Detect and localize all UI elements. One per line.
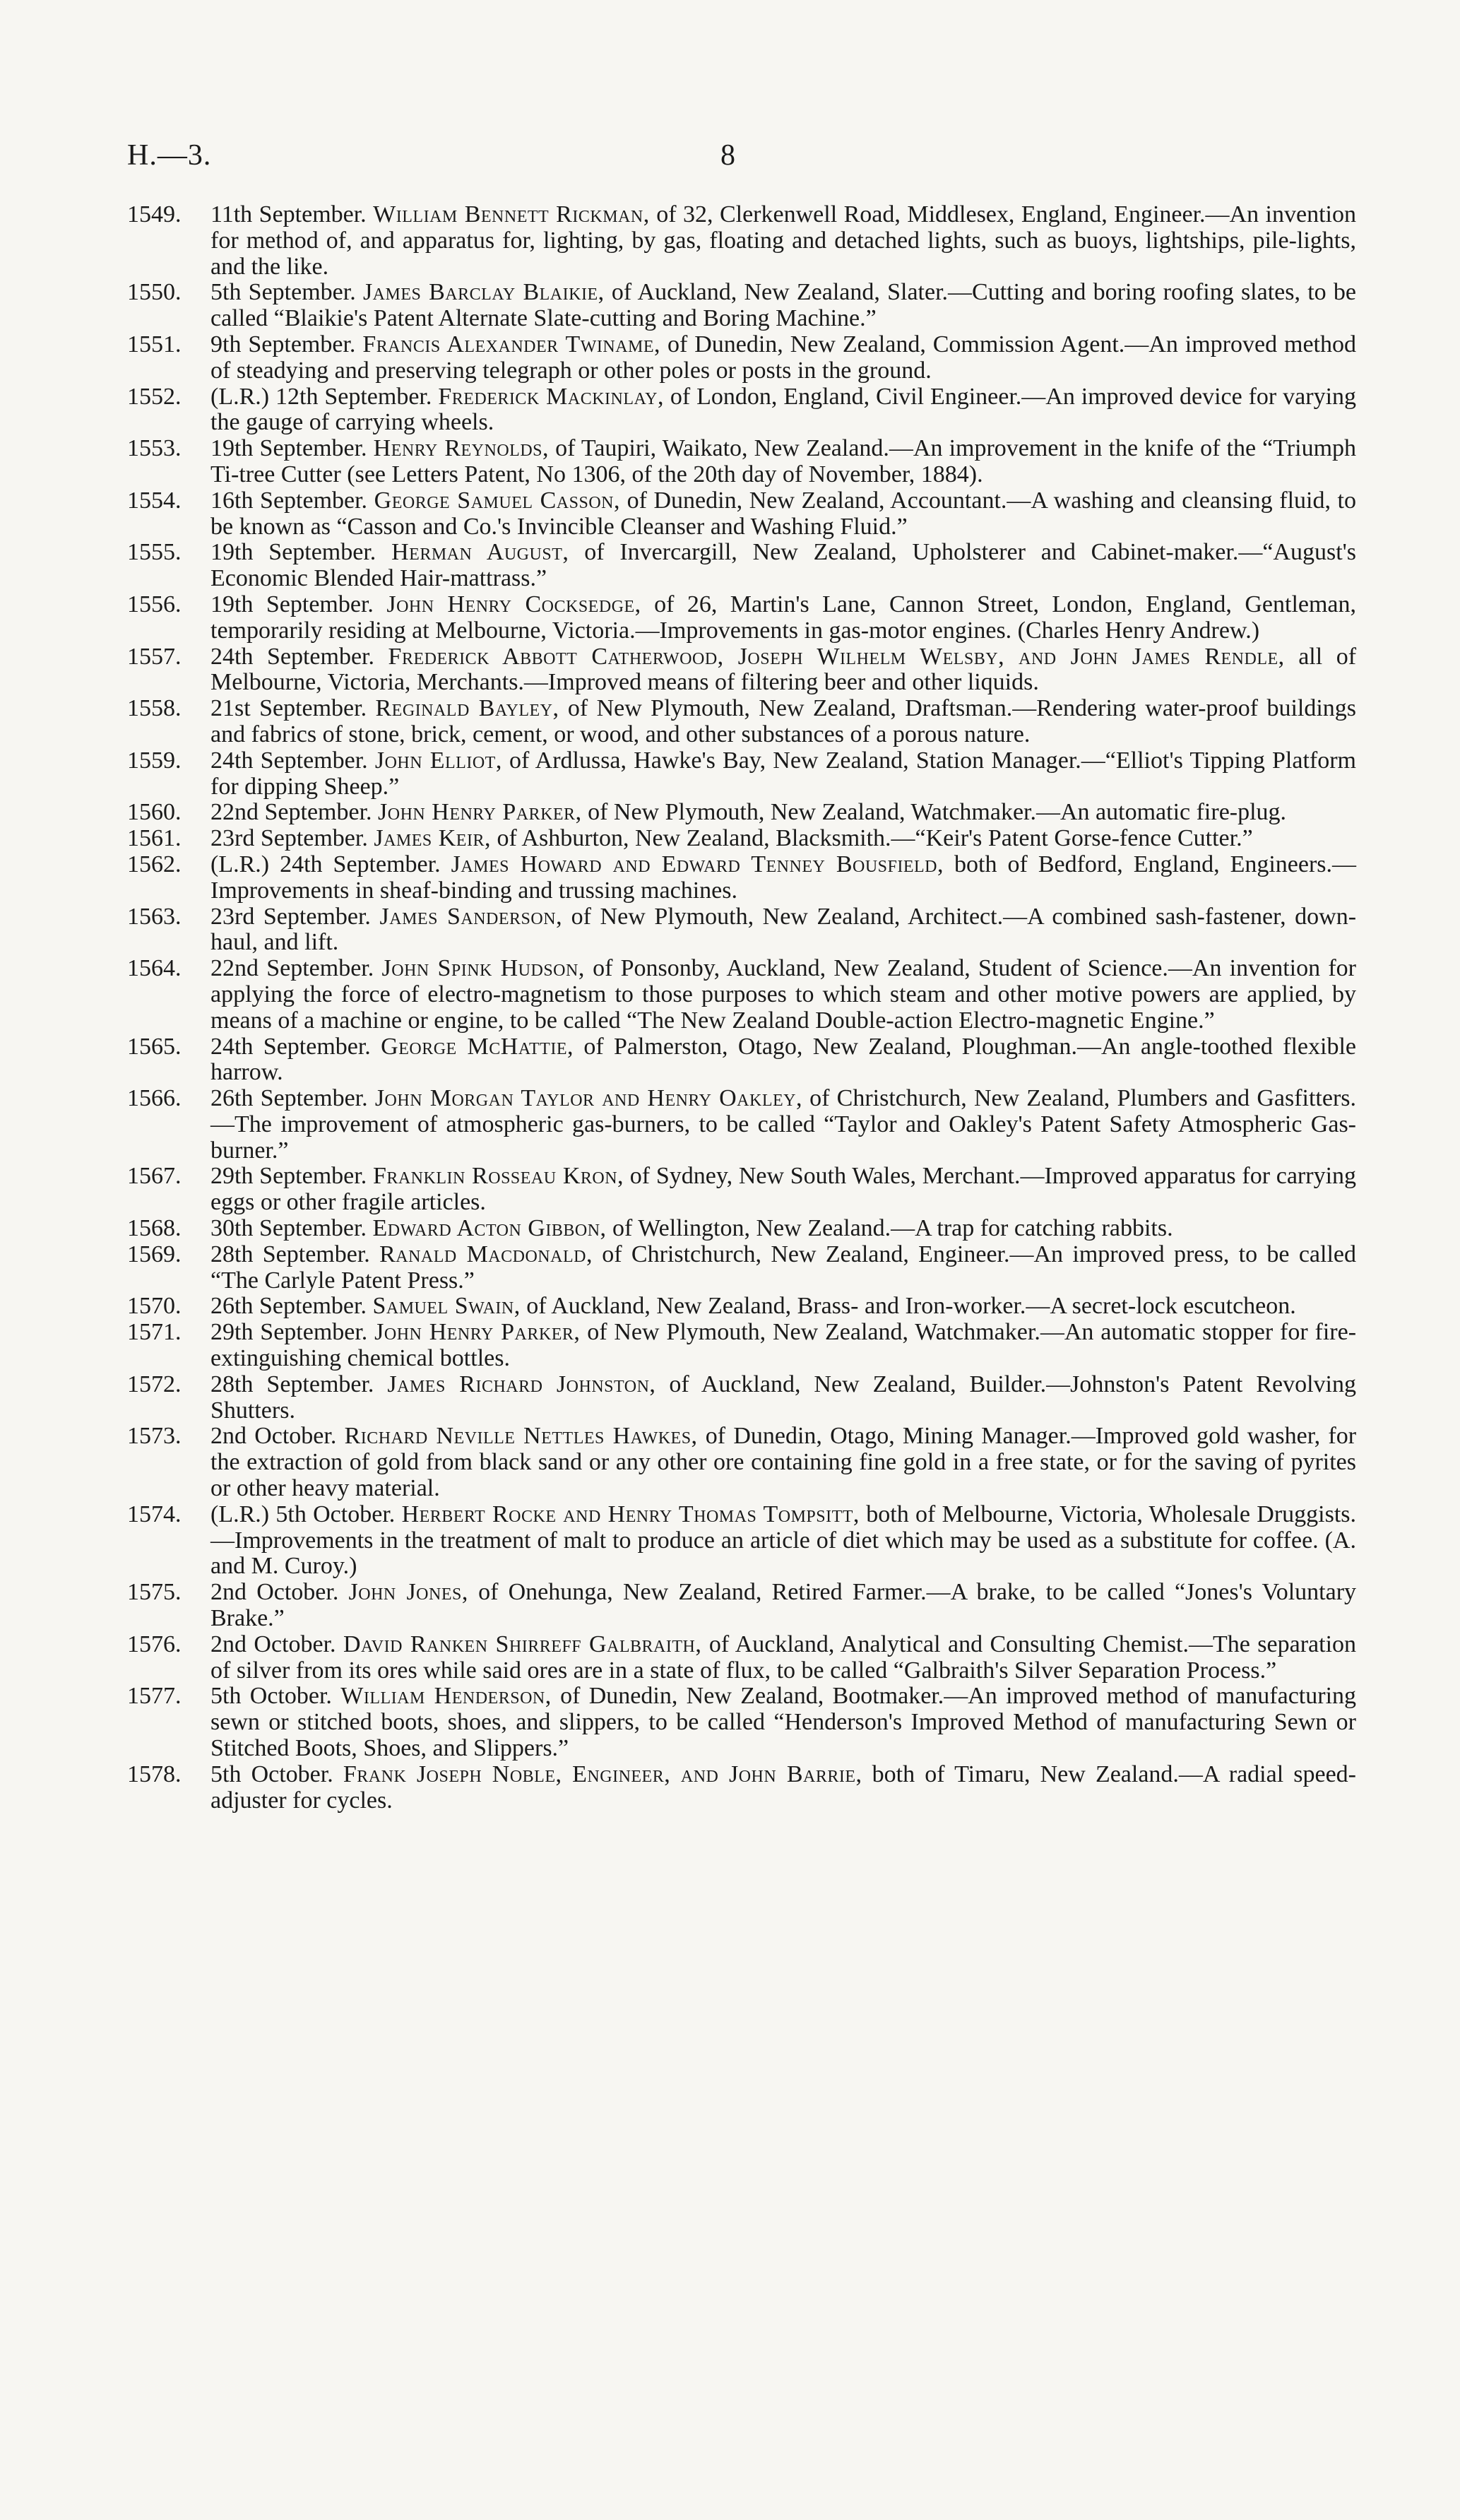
entry-text <box>210 332 1356 384</box>
entry-date: 5th September. <box>210 279 356 306</box>
entry-date: 24th September. <box>210 747 368 774</box>
entry-details: of Palmerston, Otago, New Zealand, Ploughman.—An angle-toothed flexible harrow. <box>210 1033 1357 1086</box>
entry-number: 1578. <box>127 1761 182 1787</box>
entry-text <box>210 1372 1356 1424</box>
entry-number: 1563. <box>127 903 182 930</box>
entry-number: 1577. <box>127 1683 182 1710</box>
entry-text <box>210 1580 1356 1632</box>
patent-entry <box>127 904 1356 957</box>
entry-number: 1549. <box>127 201 182 227</box>
entry-details: of Christchurch, New Zealand, Engineer.—An improved press, to be called “The Carlyle Patent Press.” <box>210 1241 1356 1294</box>
entry-details: of Taupiri, Waikato, New Zealand.—An improvement in the knife of the “Triumph Ti-tree Cutter (see Letters Patent, No 1306, of the 20th day of November, 1884). <box>210 435 1357 487</box>
entry-applicants: Frederick Abbott Catherwood, Joseph Wilhelm Welsby, and John James Rendle, <box>388 643 1285 670</box>
patent-entry <box>127 592 1356 644</box>
patent-entry <box>127 1372 1356 1424</box>
entry-text <box>210 1216 1356 1242</box>
entry-text <box>210 540 1356 592</box>
entry-text <box>210 1684 1356 1761</box>
entry-date: 22nd September. <box>210 955 374 982</box>
patent-entry <box>127 696 1356 748</box>
page-number: 8 <box>720 139 735 172</box>
entry-number: 1552. <box>127 383 182 410</box>
entry-applicants: William Henderson, <box>340 1683 552 1710</box>
entry-date: 2nd October. <box>210 1579 339 1606</box>
entry-details: of New Plymouth, New Zealand, Watchmaker.—An automatic stopper for fire-extinguishing chemical bottles. <box>210 1319 1357 1372</box>
entry-number: 1558. <box>127 695 182 722</box>
entry-text <box>210 384 1356 437</box>
entry-text <box>210 1086 1356 1164</box>
entry-text <box>210 436 1356 488</box>
entry-applicants: Reginald Bayley, <box>375 695 559 722</box>
entry-details: of Auckland, New Zealand, Brass- and Iron-worker.—A secret-lock escutcheon. <box>526 1293 1296 1320</box>
entry-details: of Invercargill, New Zealand, Upholsterer and Cabinet-maker.—“August's Economic Blended Hair-mattrass.” <box>210 539 1357 592</box>
entry-text <box>210 956 1356 1034</box>
patent-entry <box>127 748 1356 800</box>
entry-applicants: Richard Neville Nettles Hawkes, <box>344 1423 698 1450</box>
entry-date: 28th September. <box>210 1371 374 1397</box>
entry-applicants: John Henry Cocksedge, <box>386 591 641 617</box>
entry-applicants: Samuel Swain, <box>372 1293 521 1320</box>
entry-applicants: Herbert Rocke and Henry Thomas Tompsitt, <box>401 1501 860 1527</box>
entry-text <box>210 852 1356 904</box>
entry-number: 1570. <box>127 1293 182 1320</box>
entry-details: of New Plymouth, New Zealand, Architect.—A combined sash-fastener, down-haul, and lift. <box>210 903 1357 956</box>
entry-details: of Dunedin, New Zealand, Commission Agent.—An improved method of steadying and preserving telegraph or other poles or posts in the ground. <box>210 331 1356 384</box>
entry-date: 2nd October. <box>210 1423 337 1450</box>
entry-details: of 32, Clerkenwell Road, Middlesex, England, Engineer.—An invention for method of, and apparatus for, lighting, by gas, floating and detached lights, such as buoys, lightships, pile-lights, and the like. <box>210 201 1356 280</box>
patent-entry <box>127 280 1356 332</box>
entry-number: 1568. <box>127 1215 182 1242</box>
entry-date: (L.R.) 24th September. <box>210 851 441 877</box>
entry-date: 26th September. <box>210 1085 368 1112</box>
patent-entry <box>127 1242 1356 1294</box>
entry-number: 1571. <box>127 1319 182 1346</box>
patent-entry <box>127 1502 1356 1580</box>
entry-text <box>210 1242 1356 1294</box>
entry-applicants: John Henry Parker, <box>378 799 582 826</box>
patent-entry <box>127 1034 1356 1087</box>
entry-text <box>210 1632 1356 1684</box>
entry-number: 1560. <box>127 799 182 826</box>
entry-date: 21st September. <box>210 695 367 722</box>
patent-entry <box>127 202 1356 280</box>
entry-applicants: William Bennett Rickman, <box>373 201 650 227</box>
patent-entry <box>127 1762 1356 1814</box>
entry-details: of Onehunga, New Zealand, Retired Farmer.—A brake, to be called “Jones's Voluntary Brake.” <box>210 1579 1357 1632</box>
entry-details: of Dunedin, New Zealand, Accountant.—A washing and cleansing fluid, to be known as “Casson and Co.'s Invincible Cleanser and Washing Fluid.” <box>210 487 1357 540</box>
entry-text <box>210 748 1356 800</box>
entry-applicants: Herman August, <box>391 539 569 566</box>
entry-date: 5th October. <box>210 1683 332 1710</box>
entry-text <box>210 800 1356 826</box>
patent-entry <box>127 852 1356 904</box>
document-code: H.—3. <box>127 139 212 172</box>
entry-details: of Christchurch, New Zealand, Plumbers and Gasfitters.—The improvement of atmospheric gas-burners, to be called “Taylor and Oakley's Patent Safety Atmospheric Gas-burner.” <box>210 1085 1357 1164</box>
patent-entries-list <box>127 202 1356 1814</box>
patent-entry <box>127 644 1356 697</box>
entry-applicants: George McHattie, <box>381 1033 574 1060</box>
entry-applicants: Frank Joseph Noble, Engineer, and John Barrie, <box>343 1761 862 1787</box>
entry-number: 1561. <box>127 825 182 852</box>
entry-number: 1569. <box>127 1241 182 1267</box>
entry-number: 1574. <box>127 1501 182 1527</box>
entry-text <box>210 280 1356 332</box>
entry-applicants: Edward Acton Gibbon, <box>372 1215 607 1242</box>
entry-date: 29th September. <box>210 1163 367 1190</box>
entry-details: of Auckland, Analytical and Consulting Chemist.—The separation of silver from its ores while said ores are in a state of flux, to be called “Galbraith's Silver Separation Process.” <box>210 1631 1357 1684</box>
entry-applicants: John Jones, <box>348 1579 468 1606</box>
entry-number: 1572. <box>127 1371 182 1397</box>
patent-entry <box>127 384 1356 437</box>
entry-date: 11th September. <box>210 201 367 227</box>
entry-details: both of Timaru, New Zealand.—A radial speed-adjuster for cycles. <box>210 1761 1357 1814</box>
entry-applicants: Henry Reynolds, <box>373 435 550 462</box>
patent-entry <box>127 332 1356 384</box>
entry-number: 1559. <box>127 747 182 774</box>
entry-details: of 26, Martin's Lane, Cannon Street, London, England, Gentleman, temporarily residing at Melbourne, Victoria.—Improvements in gas-motor engines. (Charles Henry Andrew.) <box>210 591 1357 644</box>
entry-date: 9th September. <box>210 331 356 357</box>
entry-details: both of Bedford, England, Engineers.—Improvements in sheaf-binding and trussing machines. <box>210 851 1357 904</box>
entry-text <box>210 1502 1356 1580</box>
entry-applicants: David Ranken Shirreff Galbraith, <box>343 1631 702 1657</box>
entry-date: 28th September. <box>210 1241 370 1267</box>
entry-text <box>210 1424 1356 1501</box>
entry-date: 19th September. <box>210 435 367 462</box>
entry-details: of Sydney, New South Wales, Merchant.—Improved apparatus for carrying eggs or other fragile articles. <box>210 1163 1357 1216</box>
patent-entry <box>127 800 1356 826</box>
entry-number: 1554. <box>127 487 182 514</box>
entry-applicants: James Keir, <box>374 825 491 852</box>
patent-entry <box>127 540 1356 592</box>
entry-applicants: John Morgan Taylor and Henry Oakley, <box>374 1085 802 1112</box>
entry-details: of Auckland, New Zealand, Slater.—Cutting and boring roofing slates, to be called “Blaikie's Patent Alternate Slate-cutting and Boring Machine.” <box>210 279 1356 332</box>
entry-date: 24th September. <box>210 1033 371 1060</box>
entry-date: 22nd September. <box>210 799 372 826</box>
page-header <box>127 138 1342 181</box>
patent-entry <box>127 1320 1356 1372</box>
entry-applicants: John Spink Hudson, <box>381 955 585 982</box>
entry-number: 1566. <box>127 1085 182 1112</box>
entry-details: of Ashburton, New Zealand, Blacksmith.—“Keir's Patent Gorse-fence Cutter.” <box>497 825 1253 852</box>
entry-details: of London, England, Civil Engineer.—An improved device for varying the gauge of carrying wheels. <box>210 383 1357 436</box>
entry-number: 1564. <box>127 955 182 982</box>
entry-applicants: John Elliot, <box>374 747 502 774</box>
entry-number: 1562. <box>127 851 182 877</box>
patent-entry <box>127 436 1356 488</box>
entry-text <box>210 904 1356 957</box>
entry-details: of New Plymouth, New Zealand, Draftsman.—Rendering water-proof buildings and fabrics of stone, brick, cement, or wood, and other substances of a porous nature. <box>210 695 1357 747</box>
entry-details: of New Plymouth, New Zealand, Watchmaker.—An automatic fire-plug. <box>588 799 1287 826</box>
entry-number: 1575. <box>127 1579 182 1606</box>
entry-applicants: George Samuel Casson, <box>374 487 620 514</box>
entry-date: (L.R.) 5th October. <box>210 1501 396 1527</box>
entry-date: 19th September. <box>210 539 376 566</box>
entry-applicants: James Richard Johnston, <box>387 1371 656 1397</box>
entry-number: 1551. <box>127 331 182 357</box>
entry-details: of Wellington, New Zealand.—A trap for catching rabbits. <box>612 1215 1173 1242</box>
patent-entry <box>127 1294 1356 1320</box>
entry-number: 1555. <box>127 539 182 566</box>
entry-details: of Auckland, New Zealand, Builder.—Johnston's Patent Revolving Shutters. <box>210 1371 1357 1424</box>
patent-entry <box>127 1086 1356 1164</box>
entry-number: 1567. <box>127 1163 182 1190</box>
entry-number: 1557. <box>127 643 182 670</box>
entry-number: 1565. <box>127 1033 182 1060</box>
patent-entry <box>127 1216 1356 1242</box>
entry-date: 19th September. <box>210 591 374 617</box>
entry-text <box>210 1034 1356 1087</box>
patent-entry <box>127 1424 1356 1501</box>
entry-applicants: John Henry Parker, <box>374 1319 581 1346</box>
entry-details: of Dunedin, Otago, Mining Manager.—Improved gold washer, for the extraction of gold from black sand or any other ore containing fine gold in a free state, or for the saving of pyrites or other heavy material. <box>210 1423 1357 1502</box>
entry-text <box>210 1164 1356 1216</box>
patent-entry <box>127 1632 1356 1684</box>
entry-applicants: Frederick Mackinlay, <box>438 383 664 410</box>
entry-date: 29th September. <box>210 1319 368 1346</box>
entry-text <box>210 488 1356 540</box>
entry-date: 23rd September. <box>210 903 371 930</box>
patent-entry <box>127 1684 1356 1761</box>
entry-details: of Ponsonby, Auckland, New Zealand, Student of Science.—An invention for applying the force of electro-magnetism to those purposes to which steam and other motive powers are applied, by means of a machine or engine, to be called “The New Zealand Double-action Electro-magnetic Engine.” <box>210 955 1356 1034</box>
entry-text <box>210 1762 1356 1814</box>
entry-date: 26th September. <box>210 1293 367 1320</box>
entry-text <box>210 1294 1356 1320</box>
entry-date: 30th September. <box>210 1215 367 1242</box>
entry-number: 1573. <box>127 1423 182 1450</box>
patent-entry <box>127 956 1356 1034</box>
entry-date: 24th September. <box>210 643 374 670</box>
patent-entry <box>127 488 1356 540</box>
entry-date: 23rd September. <box>210 825 368 852</box>
entry-number: 1576. <box>127 1631 182 1657</box>
entry-number: 1556. <box>127 591 182 617</box>
patent-entry <box>127 1580 1356 1632</box>
entry-date: 2nd October. <box>210 1631 336 1657</box>
entry-details: all of Melbourne, Victoria, Merchants.—Improved means of filtering beer and other liquids. <box>210 643 1357 696</box>
entry-details: of Ardlussa, Hawke's Bay, New Zealand, Station Manager.—“Elliot's Tipping Platform for dipping Sheep.” <box>210 747 1357 800</box>
patent-entry <box>127 826 1356 852</box>
entry-number: 1550. <box>127 279 182 306</box>
entry-applicants: James Sanderson, <box>379 903 563 930</box>
entry-text <box>210 202 1356 280</box>
entry-applicants: Francis Alexander Twiname, <box>362 331 661 357</box>
entry-details: both of Melbourne, Victoria, Wholesale Druggists.—Improvements in the treatment of malt to produce an article of diet which may be used as a substitute for coffee. (A. and M. Curoy.) <box>210 1501 1357 1580</box>
entry-applicants: Ranald Macdonald, <box>379 1241 593 1267</box>
entry-applicants: Franklin Rosseau Kron, <box>372 1163 624 1190</box>
entry-text <box>210 644 1356 697</box>
entry-details: of Dunedin, New Zealand, Bootmaker.—An improved method of manufacturing sewn or stitched boots, shoes, and slippers, to be called “Henderson's Improved Method of manufacturing Sewn or Stitched Boots, Shoes, and Slippers.” <box>210 1683 1357 1762</box>
entry-date: 16th September. <box>210 487 368 514</box>
entry-number: 1553. <box>127 435 182 462</box>
entry-date: (L.R.) 12th September. <box>210 383 432 410</box>
entry-text <box>210 1320 1356 1372</box>
entry-date: 5th October. <box>210 1761 333 1787</box>
entry-applicants: James Howard and Edward Tenney Bousfield, <box>451 851 944 877</box>
entry-applicants: James Barclay Blaikie, <box>362 279 605 306</box>
entry-text <box>210 826 1356 852</box>
entry-text <box>210 696 1356 748</box>
entry-text <box>210 592 1356 644</box>
patent-entry <box>127 1164 1356 1216</box>
